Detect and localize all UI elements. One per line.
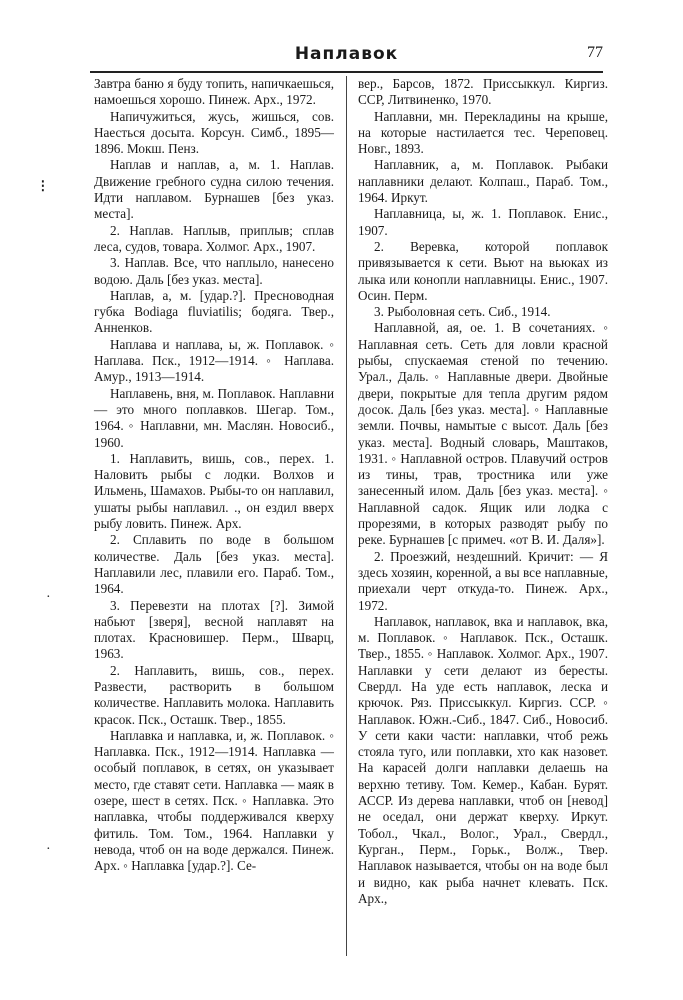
entry-continuation: Завтра баню я буду топить, напичкаешься, намоешься хорошо. Пинеж. Арх., 1972. <box>94 76 334 108</box>
entry: 3. Перевезти на плотах [?]. Зимой набьют [зверя], весной наплавят на плотах. Красновишер. Перм., Шварц, 1963. <box>94 597 334 662</box>
entry: Наплавной, ая, ое. 1. В сочетаниях. ◦ Наплавная сеть. Сеть для ловли красной рыбы, спускаемая стеной по течению. Урал., Даль. ◦ Наплавные двери. Двойные двери, покрытые для тепла другим рядом досок. Даль [без указ. места]. ◦ Наплавные земли. Почвы, намытые с высот. Даль [без указ. места]. Водный словарь, Маштаков, 1931. ◦ Наплавной остров. Плавучий остров из тины, трав, тростника или уже занесенный илом. Даль [без указ. места]. ◦ Наплавной садок. Ящик или лодка с прорезями, в которых разводят рыбу по реке. Бурнашев [с примеч. «от В. И. Даля»]. <box>358 320 608 548</box>
page-header <box>90 40 603 68</box>
entry: Наплавница, ы, ж. 1. Поплавок. Енис., 1907. <box>358 206 608 238</box>
entry: Наплавни, мн. Перекладины на крыше, на которые настилается тес. Череповец. Новг., 1893. <box>358 108 608 157</box>
entry: 2. Наплав. Наплыв, приплыв; сплав леса, судов, товара. Холмог. Арх., 1907. <box>94 222 334 254</box>
margin-dot: · <box>46 842 51 857</box>
entry: 2. Наплавить, вишь, сов., перех. Развести, растворить в большом количестве. Наплавить молока. Наплавить красок. Пск., Осташк. Твер., 1855. <box>94 662 334 727</box>
entry: 1. Наплавить, вишь, сов., перех. 1. Наловить рыбы с лодки. Волхов и Ильмень, Шамахов. Рыбы-то он наплавил, ушаты рыбы наплавил. ., он ездил вверх рыбу ловить. Пинеж. Арх. <box>94 450 334 532</box>
header-rule <box>90 71 603 73</box>
entry: Наплав и наплав, а, м. 1. Наплав. Движение гребного судна силою течения. Идти наплавом. Бурнашев [без указ. места]. <box>94 157 334 222</box>
margin-mark: ⁝ <box>40 176 46 196</box>
column-divider <box>346 76 347 956</box>
entry: Наплава и наплава, ы, ж. Поплавок. ◦ Наплава. Пск., 1912—1914. ◦ Наплава. Амур., 1913—1914. <box>94 336 334 385</box>
margin-dot: · <box>46 590 51 605</box>
left-column <box>94 76 334 875</box>
entry: Наплавок, наплавок, вка и наплавок, вка, м. Поплавок. ◦ Наплавок. Пск., Осташк. Твер., 1855. ◦ Наплавок. Холмог. Арх., 1907. Наплавки у сети делают из бересты. Свердл. На уде есть наплавок, леска и крючок. Ряз. Приссыккул. Киргиз. ССР. ◦ Наплавок. Южн.-Сиб., 1847. Сиб., Новосиб. У сети каки части: наплавки, чтоб режь стояла туго, или поплавки, хто как назовет. На карасей долги наплавки делаешь на верхню тетиву. Том. Кемер., Кабан. Бурят. АССР. Из дерева наплавки, чтоб он [невод] не оседал, они держат кверху. Иркут. Тобол., Чкал., Волог., Урал., Свердл., Курган., Перм., Горьк., Волж., Твер. Наплавок называется, чтобы он на воде был и видно, как рыба начнет клевать. Пск. Арх., <box>358 613 608 906</box>
entry: 3. Наплав. Все, что наплыло, нанесено водою. Даль [без указ. места]. <box>94 255 334 287</box>
entry: Наплав, а, м. [удар.?]. Пресноводная губка Bodiaga fluviatilis; бодяга. Твер., Анненков. <box>94 287 334 336</box>
right-column <box>358 76 608 907</box>
entry: 2. Веревка, которой поплавок привязывается к сети. Вьют на вьюках из лыка или конопли наплавницы. Енис., 1907. Осин. Перм. <box>358 238 608 303</box>
entry: 2. Проезжий, нездешний. Кричит: — Я здесь хозяин, коренной, а вы все наплавные, приехали черт откуда-то. Пинеж. Арх., 1972. <box>358 548 608 613</box>
entry: 2. Сплавить по воде в большом количестве. Даль [без указ. места]. Наплавили лес, плавили его. Параб. Том., 1964. <box>94 532 334 597</box>
entry: Наплавник, а, м. Поплавок. Рыбаки наплавники делают. Колпаш., Параб. Том., 1964. Иркут. <box>358 157 608 206</box>
entry: Напичужиться, жусь, жишься, сов. Наесться досыта. Корсун. Симб., 1895—1896. Мокш. Пенз. <box>94 108 334 157</box>
page-number: 77 <box>587 44 603 61</box>
entry: 3. Рыболовная сеть. Сиб., 1914. <box>374 304 551 320</box>
entry: Наплавка и наплавка, и, ж. Поплавок. ◦ Наплавка. Пск., 1912—1914. Наплавка — особый поплавок, в сетях, он указывает место, где ставят сети. Наплавка — маяк в озере, шест в сетях. Пск. ◦ Наплавка. Это наплавка, чтобы поддерживался кверху фитиль. Том. Том., 1964. Наплавки у невода, чтоб он на воде держался. Пинеж. Арх. ◦ Наплавка [удар.?]. Се- <box>94 727 334 874</box>
running-head: Наплавок <box>294 44 399 64</box>
entry-continuation: вер., Барсов, 1872. Приссыккул. Киргиз. ССР, Литвиненко, 1970. <box>358 76 608 108</box>
entry: Наплавень, вня, м. Поплавок. Наплавни — это много поплавков. Шегар. Том., 1964. ◦ Наплавни, мн. Маслян. Новосиб., 1960. <box>94 385 334 450</box>
